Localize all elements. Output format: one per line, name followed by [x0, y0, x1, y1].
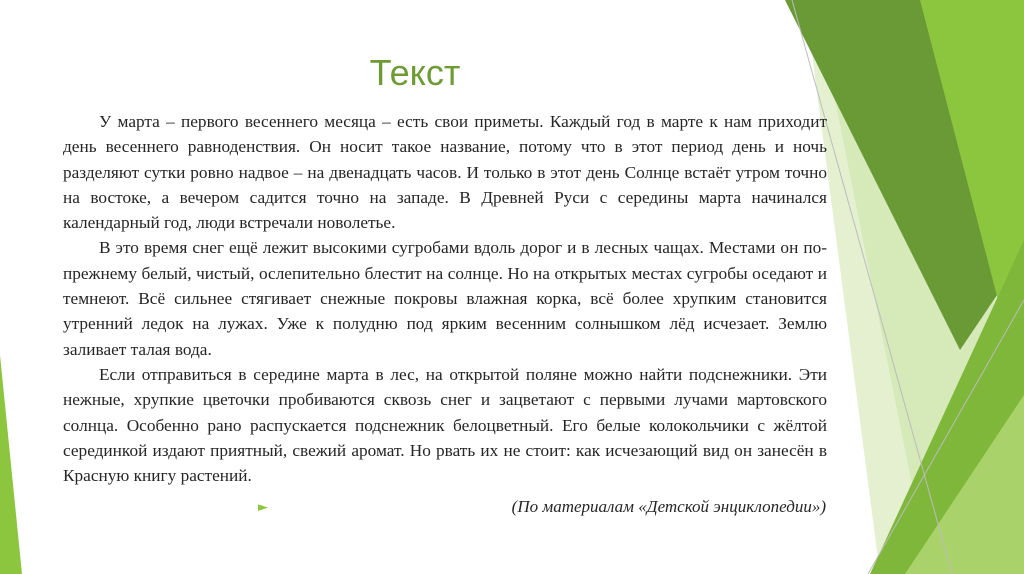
- page-title: Текст: [369, 52, 461, 93]
- main-text: [63, 109, 827, 488]
- paragraph: Если отправиться в середине марта в лес, на открытой поляне можно найти подснежники. Эти нежные, хрупкие цветочки пробиваются сквозь снег и зацветают с первыми лучами мартовского солнца. Особенно рано распускается подснежник белоцветный. Его белые колокольчики с жёлтой серединкой издают приятный, свежий аромат. Но рвать их не стоит: как исчезающий вид он занесён в Красную книгу растений.: [63, 364, 827, 486]
- source-citation: (По материалам «Детской энциклопедии»): [511, 497, 826, 516]
- triangle-bullet-icon: ►: [258, 500, 268, 515]
- left-green-shape: [0, 355, 22, 574]
- paragraph: У марта – первого весеннего месяца – есть свои приметы. Каждый год в марте к нам приходит день весеннего равноденствия. Он носит такое название, потому что в этот период день и ночь разделяют сутки ровно надвое – на двенадцать часов. И только в этот день Солнце встаёт утром точно на востоке, а вечером садится точно на западе. В Древней Руси с середины марта начинался календарный год, люди встречали новолетье.: [63, 112, 827, 233]
- source-line: [258, 497, 828, 521]
- paragraph: В это время снег ещё лежит высокими сугробами вдоль дорог и в лесных чащах. Местами он по-прежнему белый, чистый, ослепительно блестит на солнце. Но на открытых местах сугробы оседают и темнеют. Всё сильнее стягивает снежные покровы влажная корка, всё более хрупким становится утренний ледок на лужах. Уже к полудню под ярким весенним солнышком лёд исчезает. Землю заливает талая вода.: [63, 238, 827, 359]
